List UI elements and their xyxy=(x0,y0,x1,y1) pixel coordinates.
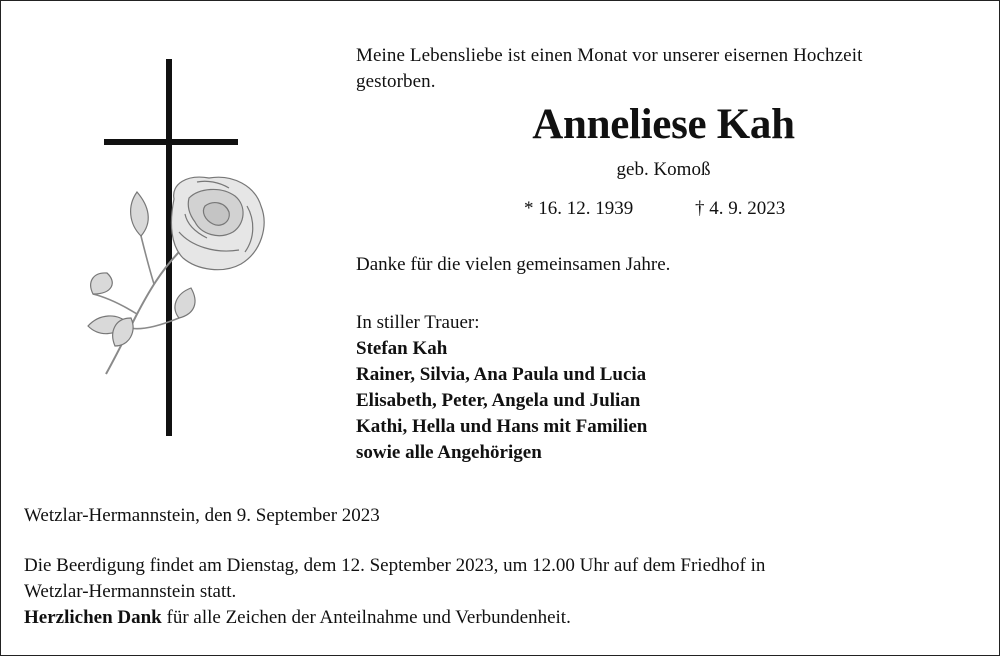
cross-and-rose-emblem xyxy=(79,56,279,441)
rose-icon xyxy=(88,177,264,374)
intro-line: Meine Lebensliebe ist einen Monat vor unserer eisernen Hochzeit xyxy=(356,45,863,66)
place-and-date: Wetzlar-Hermannstein, den 9. September 2023 xyxy=(24,505,380,526)
funeral-line: Die Beerdigung findet am Dienstag, dem 12. September 2023, um 12.00 Uhr auf dem Friedhof in xyxy=(24,555,766,576)
mourning-lead: In stiller Trauer: xyxy=(356,312,480,333)
thanks-line: Danke für die vielen gemeinsamen Jahre. xyxy=(356,254,671,275)
closing-thanks-bold: Herzlichen Dank xyxy=(24,607,162,628)
closing-thanks-rest: für alle Zeichen der Anteilnahme und Verbundenheit. xyxy=(161,607,571,628)
funeral-line: Wetzlar-Hermannstein statt. xyxy=(24,581,237,602)
deceased-name: Anneliese Kah xyxy=(532,101,795,148)
death-date: † 4. 9. 2023 xyxy=(695,198,786,219)
intro-text xyxy=(356,43,981,95)
mourner-line: sowie alle Angehörigen xyxy=(356,442,542,463)
funeral-info xyxy=(24,553,974,605)
mourner-line: Kathi, Hella und Hans mit Familien xyxy=(356,416,648,437)
mourner-line: Elisabeth, Peter, Angela und Julian xyxy=(356,390,641,411)
intro-line: gestorben. xyxy=(356,71,436,92)
closing-thanks xyxy=(24,605,571,631)
birth-date: * 16. 12. 1939 xyxy=(524,198,634,219)
maiden-name: geb. Komoß xyxy=(616,159,711,180)
mourner-line: Rainer, Silvia, Ana Paula und Lucia xyxy=(356,364,647,385)
mourners-block xyxy=(356,310,956,466)
mourner-line: Stefan Kah xyxy=(356,338,448,359)
